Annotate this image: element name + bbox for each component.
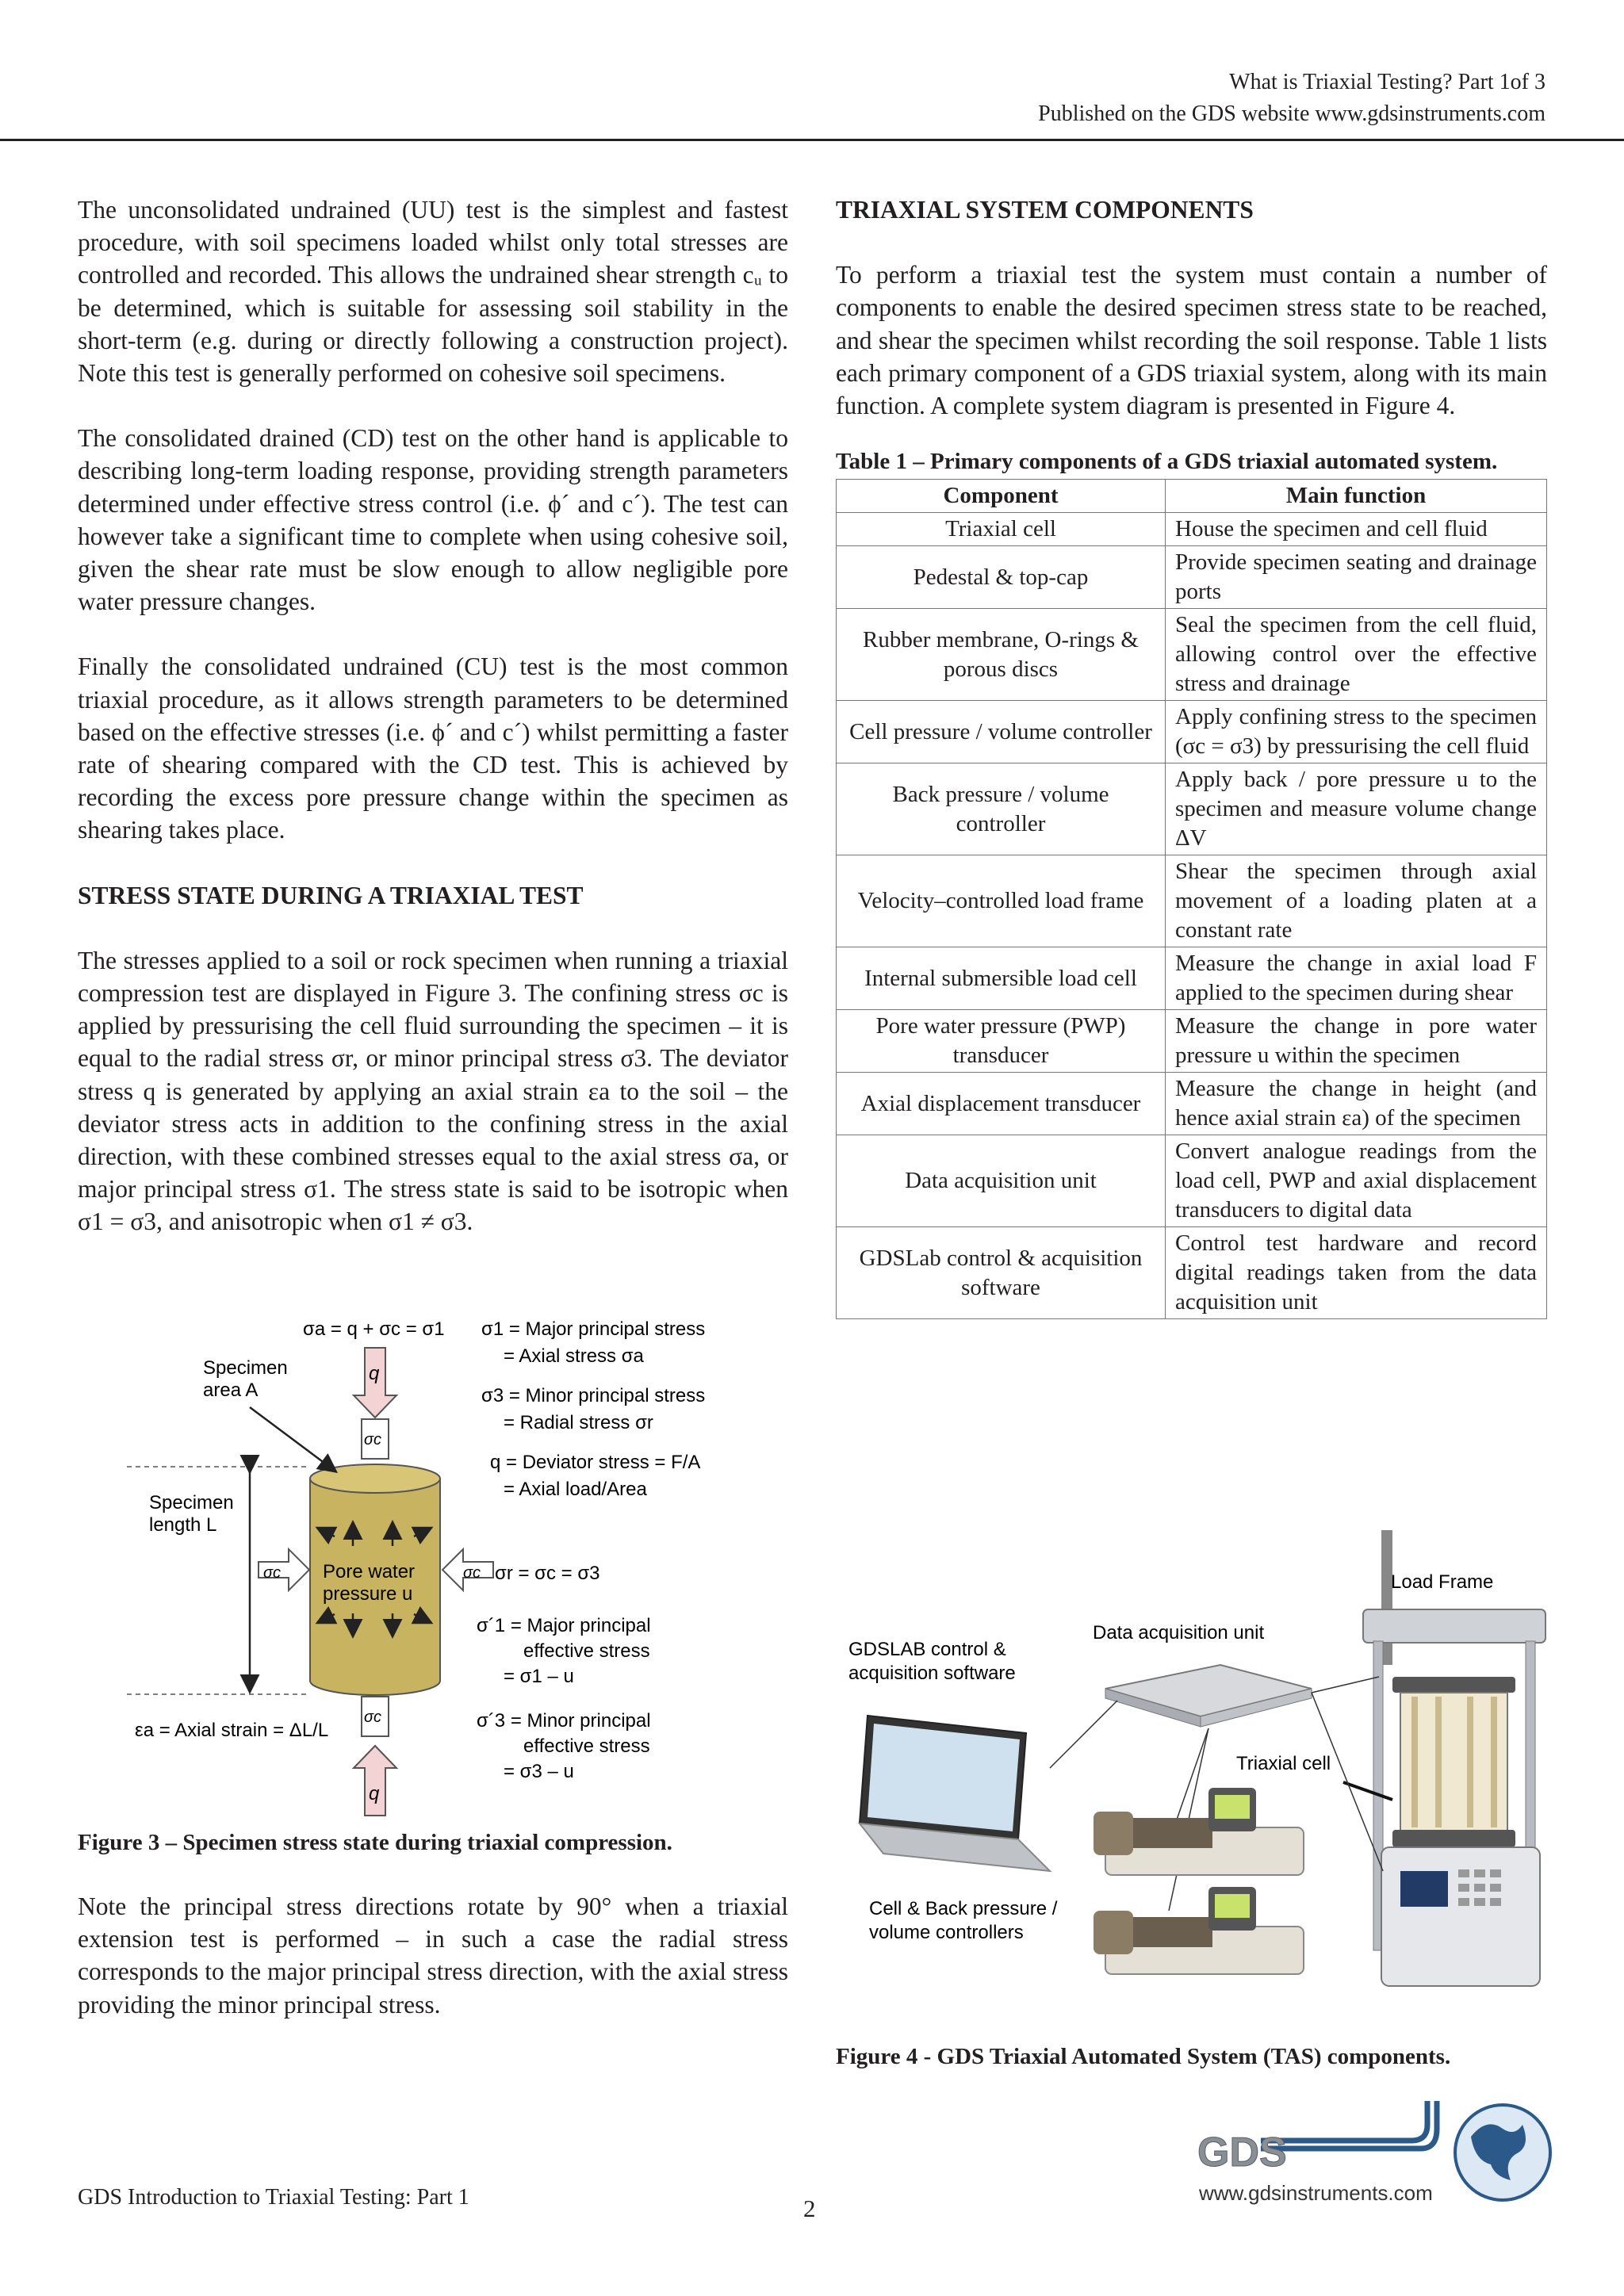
legend-radial-stress: = Radial stress σr bbox=[504, 1412, 653, 1433]
gds-logo bbox=[1189, 2093, 1554, 2212]
sigma-c-right: σc bbox=[463, 1564, 481, 1582]
sigma-c-bottom: σc bbox=[364, 1709, 382, 1726]
paragraph-cd-test: The consolidated drained (CD) test on the other hand is applicable to describing long-term loading response, providing strength parameters determined under effective stress control (i.e. ϕ´ and c´). The test can however take a significant time to complete when using cohesive soil, given the shear rate must be slow enough to allow negligible pore water pressure changes. bbox=[78, 424, 788, 616]
legend-axial-load: = Axial load/Area bbox=[504, 1479, 647, 1500]
table-row bbox=[837, 701, 1547, 763]
header-title: What is Triaxial Testing? Part 1of 3 bbox=[1229, 70, 1545, 94]
section-heading-stress-state: STRESS STATE DURING A TRIAXIAL TEST bbox=[78, 881, 584, 909]
table-cell-component: Data acquisition unit bbox=[837, 1135, 1166, 1227]
table-cell-function: Convert analogue readings from the load cell, PWP and axial displacement transducers to digital data bbox=[1166, 1135, 1547, 1227]
legend-sigma3: σ3 = Minor principal stress bbox=[481, 1385, 706, 1406]
table-cell-function: Apply confining stress to the specimen (σc = σ3) by pressurising the cell fluid bbox=[1166, 701, 1547, 763]
specimen-area-pointer bbox=[250, 1407, 335, 1471]
specimen-length-label-1: Specimen bbox=[149, 1492, 234, 1513]
fig3-top-equation: σa = q + σc = σ1 bbox=[303, 1318, 445, 1340]
table-cell-function: Measure the change in axial load F applied to the specimen during shear bbox=[1166, 947, 1547, 1010]
load-frame-illustration bbox=[1363, 1530, 1545, 1986]
paragraph-components: To perform a triaxial test the system must contain a number of components to enable the desired specimen stress state to be reached, and shear the specimen whilst recording the soil response. Table 1 lists each primary component of a GDS triaxial system, along with its main function. A complete system diagram is presented in Figure 4. bbox=[836, 261, 1547, 420]
right-column bbox=[836, 193, 1547, 1319]
table-row bbox=[837, 1135, 1547, 1227]
header-rule bbox=[0, 139, 1624, 141]
table-row bbox=[837, 1227, 1547, 1319]
figure-3-caption: Figure 3 – Specimen stress state during triaxial compression. bbox=[78, 1830, 672, 1855]
figure-4-caption: Figure 4 - GDS Triaxial Automated System (TAS) components. bbox=[836, 2044, 1451, 2069]
table-cell-function: Apply back / pore pressure u to the specimen and measure volume change ΔV bbox=[1166, 763, 1547, 855]
table-cell-function: Measure the change in pore water pressure u within the specimen bbox=[1166, 1010, 1547, 1073]
legend-effective-minor: σ´3 = Minor principal bbox=[477, 1710, 651, 1732]
specimen-area-label-1: Specimen bbox=[203, 1357, 288, 1379]
table-cell-component: Rubber membrane, O-rings & porous discs bbox=[837, 609, 1166, 701]
sigma-c-left: σc bbox=[263, 1564, 282, 1582]
legend-effective-major: σ´1 = Major principal bbox=[477, 1615, 651, 1636]
paragraph-extension: Note the principal stress directions rotate by 90° when a triaxial extension test is performed – in such a case the radial stress corresponds to the major principal stress direction, with the axial stress providing the minor principal stress. bbox=[78, 1892, 788, 2019]
axial-strain-label: εa = Axial strain = ΔL/L bbox=[135, 1720, 329, 1741]
footer-url: www.gdsinstruments.com bbox=[1199, 2181, 1433, 2205]
data-acquisition-unit-illustration bbox=[1105, 1665, 1312, 1727]
legend-axial-stress: = Axial stress σa bbox=[504, 1345, 644, 1367]
label-triaxial-cell: Triaxial cell bbox=[1236, 1753, 1331, 1774]
column-header-function: Main function bbox=[1166, 480, 1547, 513]
table-cell-component: Pedestal & top-cap bbox=[837, 546, 1166, 609]
label-daq: Data acquisition unit bbox=[1093, 1622, 1265, 1644]
footer-title: GDS Introduction to Triaxial Testing: Part 1 bbox=[78, 2185, 469, 2210]
header-source: Published on the GDS website www.gdsinstruments.com bbox=[1038, 101, 1545, 126]
fig3-legend bbox=[477, 1318, 705, 1782]
table-row bbox=[837, 855, 1547, 947]
legend-deviator: q = Deviator stress = F/A bbox=[490, 1452, 701, 1473]
table-row bbox=[837, 763, 1547, 855]
table-1-caption: Table 1 – Primary components of a GDS triaxial automated system. bbox=[836, 449, 1498, 475]
section-heading-components: TRIAXIAL SYSTEM COMPONENTS bbox=[836, 196, 1254, 224]
paragraph-cu-test: Finally the consolidated undrained (CU) test is the most common triaxial procedure, as it allows strength parameters to be determined based on the effective stresses (i.e. ϕ´ and c´) whilst permitting a faster rate of shearing compared with the CD test. This is achieved by recording the excess pore pressure change within the specimen as shearing takes place. bbox=[78, 652, 788, 844]
legend-effective-minor-3: = σ3 – u bbox=[504, 1761, 574, 1782]
pore-water-label-2: pressure u bbox=[323, 1583, 413, 1605]
paragraph-uu-test: The unconsolidated undrained (UU) test is the simplest and fastest procedure, with soil specimens loaded whilst only total stresses are controlled and recorded. This allows the undrained shear strength cᵤ to be determined, which is suitable for assessing soil stability in the short-term (e.g. during or directly following a construction project). Note this test is generally performed on cohesive soil specimens. bbox=[78, 196, 788, 388]
legend-effective-major-2: effective stress bbox=[523, 1640, 650, 1662]
q-label-top: q bbox=[369, 1363, 380, 1384]
table-row bbox=[837, 1073, 1547, 1135]
column-header-component: Component bbox=[837, 480, 1166, 513]
table-cell-function: Control test hardware and record digital readings taken from the data acquisition unit bbox=[1166, 1227, 1547, 1319]
legend-effective-major-3: = σ1 – u bbox=[504, 1666, 574, 1687]
label-controllers-2: volume controllers bbox=[869, 1922, 1024, 1943]
table-cell-component: Pore water pressure (PWP) transducer bbox=[837, 1010, 1166, 1073]
table-cell-component: Velocity–controlled load frame bbox=[837, 855, 1166, 947]
legend-sigma1: σ1 = Major principal stress bbox=[481, 1318, 706, 1340]
components-table bbox=[836, 479, 1547, 1319]
q-label-bottom: q bbox=[369, 1783, 380, 1804]
specimen-top-face bbox=[310, 1464, 440, 1493]
logo-text: GDS bbox=[1197, 2130, 1287, 2175]
figure-3-stress-diagram bbox=[127, 1308, 745, 1823]
table-cell-component: Axial displacement transducer bbox=[837, 1073, 1166, 1135]
table-cell-component: Triaxial cell bbox=[837, 513, 1166, 546]
table-row bbox=[837, 609, 1547, 701]
paragraph-stress-state: The stresses applied to a soil or rock specimen when running a triaxial compression test are displayed in Figure 3. The confining stress σc is applied by pressurising the cell fluid surrounding the specimen – it is equal to the radial stress σr, or minor principal stress σ3. The deviator stress q is generated by applying an axial strain εa to the soil – the deviator stress acts in addition to the confining stress in the axial direction, with these combined stresses equal to the axial stress σa, or major principal stress σ1. The stress state is said to be isotropic when σ1 = σ3, and anisotropic when σ1 ≠ σ3. bbox=[78, 946, 788, 1236]
table-row bbox=[837, 947, 1547, 1010]
table-cell-function: Provide specimen seating and drainage ports bbox=[1166, 546, 1547, 609]
label-controllers-1: Cell & Back pressure / bbox=[869, 1898, 1058, 1919]
table-cell-component: GDSLab control & acquisition software bbox=[837, 1227, 1166, 1319]
table-cell-function: Seal the specimen from the cell fluid, allowing control over the effective stress and drainage bbox=[1166, 609, 1547, 701]
table-row bbox=[837, 546, 1547, 609]
left-column bbox=[78, 193, 788, 1238]
table-cell-component: Cell pressure / volume controller bbox=[837, 701, 1166, 763]
legend-radial-equal: σr = σc = σ3 bbox=[495, 1563, 600, 1584]
sigma-c-top: σc bbox=[364, 1431, 382, 1448]
specimen-area-label-2: area A bbox=[203, 1380, 259, 1401]
table-cell-function: House the specimen and cell fluid bbox=[1166, 513, 1547, 546]
table-cell-function: Shear the specimen through axial movement of a loading platen at a constant rate bbox=[1166, 855, 1547, 947]
label-gdslab-1: GDSLAB control & bbox=[848, 1639, 1006, 1660]
table-row bbox=[837, 1010, 1547, 1073]
table-cell-component: Internal submersible load cell bbox=[837, 947, 1166, 1010]
label-load-frame: Load Frame bbox=[1391, 1571, 1494, 1593]
table-cell-function: Measure the change in height (and hence axial strain εa) of the specimen bbox=[1166, 1073, 1547, 1135]
pressure-controllers-illustration bbox=[1094, 1788, 1304, 1974]
specimen-length-label-2: length L bbox=[149, 1514, 217, 1536]
laptop-illustration bbox=[860, 1716, 1050, 1871]
q-arrow-bottom bbox=[354, 1746, 396, 1816]
figure-4-system-diagram bbox=[836, 1530, 1549, 2053]
pore-water-label-1: Pore water bbox=[323, 1561, 416, 1582]
page-number: 2 bbox=[803, 2195, 816, 2222]
table-row bbox=[837, 513, 1547, 546]
table-header-row bbox=[837, 480, 1547, 513]
legend-effective-minor-2: effective stress bbox=[523, 1735, 650, 1757]
table-cell-component: Back pressure / volume controller bbox=[837, 763, 1166, 855]
running-header bbox=[1038, 67, 1545, 130]
label-gdslab-2: acquisition software bbox=[848, 1663, 1016, 1684]
logo-pipe-icon bbox=[1261, 2101, 1437, 2149]
